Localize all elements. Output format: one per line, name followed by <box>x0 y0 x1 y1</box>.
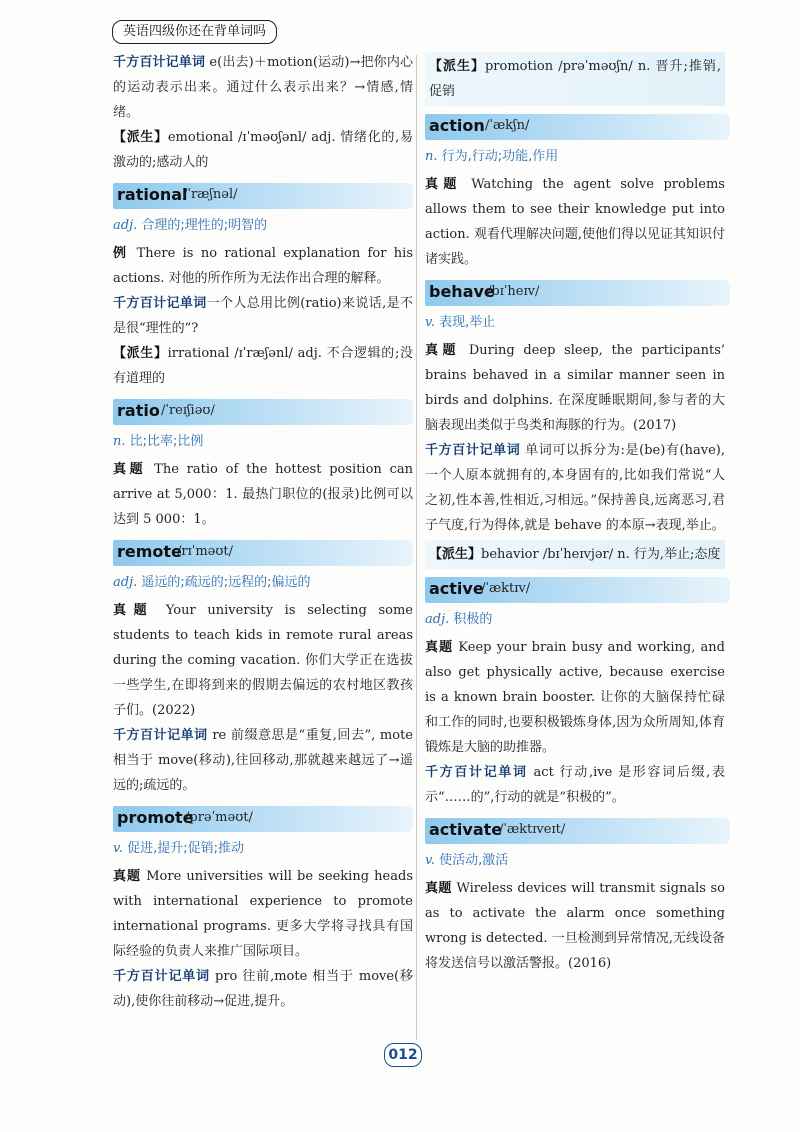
phonetic: /bɪˈheɪv/ <box>487 284 540 299</box>
page-number: 012 <box>384 1043 422 1067</box>
example: 真题 Wireless devices will transmit signals so as to activate the alarm once something wrong is detected. 一旦检测到异常情况,无线设备将发送信号以激活警报。(2016) <box>425 881 725 971</box>
phonetic: /rɪˈməʊt/ <box>177 544 234 559</box>
headword: activate <box>429 820 503 839</box>
example: 真题 The ratio of the hottest position can arrive at 5,000：1. 最热门职位的(报录)比例可以达到 5 000：1。 <box>113 462 413 527</box>
example: 真题 During deep sleep, the participants’ brains behaved in a similar manner seen in birds and dolphins. 在深度睡眠期间,参与者的大脑表现出类似于鸟类和海豚的行为。(2017) <box>425 343 725 433</box>
example: 真题 Your university is selecting some students to teach kids in remote rural areas during the coming vacation. 你们大学正在选拔一些学生,在即将到来的假期去偏远的农村地区教孩子们。(2022) <box>113 603 413 718</box>
memo: 千方百计记单词一个人总用比例(ratio)来说话,是不是很“理性的”? <box>113 296 413 336</box>
intro-memo: 千方百计记单词 e(出去)＋motion(运动)→把你内心的运动表示出来。通过什么表示出来？→情感,情绪。 <box>113 55 413 120</box>
example: 真题 Keep your brain busy and working, and also get physically active, because exercise is a known brain booster. 让你的大脑保持忙碌和工作的同时,也要积极锻炼身体,因为众所周知,体育锻炼是大脑的助推器。 <box>425 640 725 755</box>
column-divider <box>416 55 417 1040</box>
derived: 【派生】behavior /bɪˈheɪvjər/ n. 行为,举止;态度 <box>429 547 721 562</box>
pos-meaning: v. 表现,举止 <box>425 315 496 330</box>
memo: 千方百计记单词 act 行动,ive 是形容词后缀,表示“……的”,行动的就是“积极的”。 <box>425 765 725 805</box>
headword: ratio <box>117 401 160 420</box>
example: 例 There is no rational explanation for his actions. 对他的所作所为无法作出合理的解释。 <box>113 246 413 286</box>
headword: rational <box>117 185 188 204</box>
pos-meaning: adj. 合理的;理性的;明智的 <box>113 218 268 233</box>
phonetic: /ˈæktɪveɪt/ <box>499 822 566 837</box>
memo: 千方百计记单词 pro 往前,mote 相当于 move(移动),使你往前移动→促进,提升。 <box>113 969 413 1009</box>
behave-derived-box <box>425 540 725 569</box>
promote-derived-box <box>425 52 725 106</box>
memo: 千方百计记单词 单词可以拆分为:是(be)有(have),一个人原本就拥有的,本身固有的,比如我们常说“人之初,性本善,性相近,习相远。”保持善良,远离恶习,君子气度,行为得体,就是 behave 的本原→表现,举止。 <box>425 443 725 533</box>
word-bar-rational <box>113 183 413 209</box>
headword: behave <box>429 282 495 301</box>
word-bar-action <box>425 114 730 140</box>
phonetic: /prəˈməʊt/ <box>185 810 253 825</box>
pos-meaning: v. 使活动,激活 <box>425 853 509 868</box>
pos-meaning: n. 比;比率;比例 <box>113 434 204 449</box>
headword: action <box>429 116 485 135</box>
intro-derived: 【派生】emotional /ɪˈməʊʃənl/ adj. 情绪化的,易激动的;感动人的 <box>113 130 413 170</box>
word-bar-ratio <box>113 399 413 425</box>
headword: remote <box>117 542 182 561</box>
derived: 【派生】irrational /ɪˈræʃənl/ adj. 不合逻辑的;没有道理的 <box>113 346 413 386</box>
memo: 千方百计记单词 re 前缀意思是“重复,回去”, mote 相当于 move(移动),往回移动,那就越来越远了→遥远的;疏远的。 <box>113 728 413 793</box>
headword: active <box>429 579 484 598</box>
word-bar-remote <box>113 540 413 566</box>
book-title-tab: 英语四级你还在背单词吗 <box>112 20 277 44</box>
phonetic: /ˈækʃn/ <box>485 118 530 133</box>
derived: 【派生】promotion /prəˈməʊʃn/ n. 晋升;推销,促销 <box>429 59 721 99</box>
pos-meaning: adj. 遥远的;疏远的;远程的;偏远的 <box>113 575 311 590</box>
phonetic: /ˈræʃnəl/ <box>183 187 238 202</box>
left-column <box>113 50 413 1014</box>
word-bar-active <box>425 577 730 603</box>
pos-meaning: v. 促进,提升;促销;推动 <box>113 841 244 856</box>
pos-meaning: n. 行为,行动;功能,作用 <box>425 149 559 164</box>
example: 真题 Watching the agent solve problems allows them to see their knowledge put into action. 观看代理解决问题,使他们得以见证其知识付诸实践。 <box>425 177 726 267</box>
headword: promote <box>117 808 194 827</box>
word-bar-promote <box>113 806 413 832</box>
word-bar-behave <box>425 280 730 306</box>
phonetic: /ˈreɪʃiəʊ/ <box>161 403 215 418</box>
example: 真题 More universities will be seeking heads with international experience to promote international programs. 更多大学将寻找具有国际经验的负责人来推广国际项目。 <box>113 869 413 959</box>
pos-meaning: adj. 积极的 <box>425 612 493 627</box>
word-bar-activate <box>425 818 730 844</box>
right-column <box>425 50 725 976</box>
phonetic: /ˈæktɪv/ <box>481 581 531 596</box>
